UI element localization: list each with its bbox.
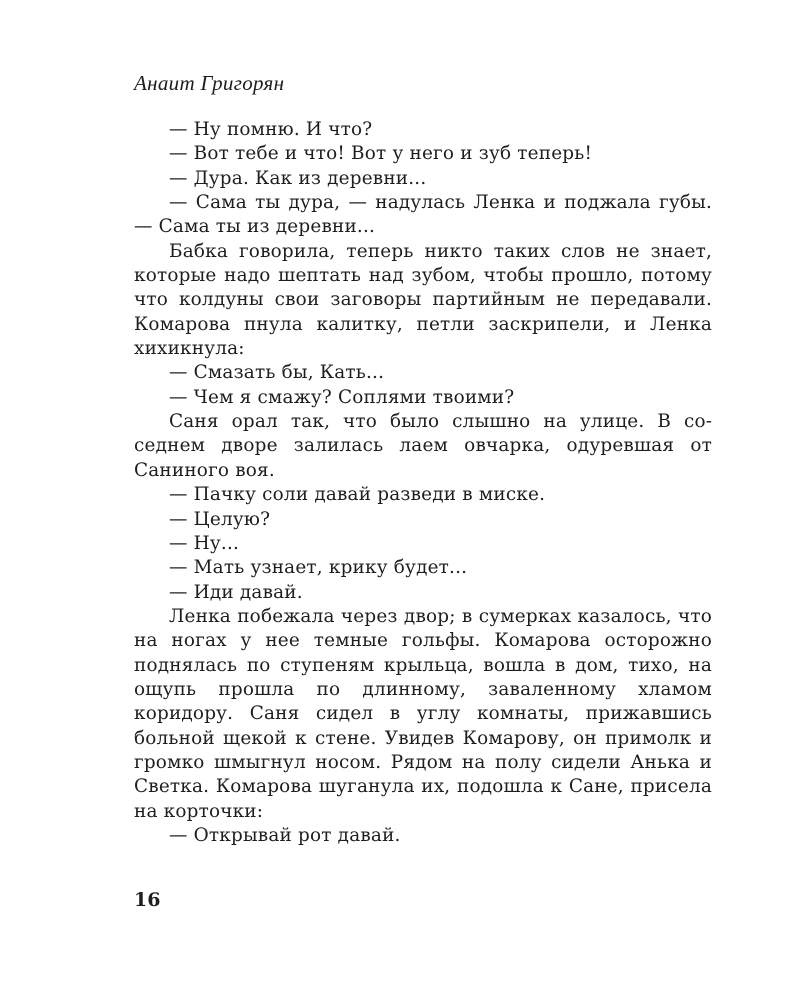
paragraph: — Ну...: [169, 532, 240, 554]
paragraph: — Дура. Как из деревни...: [169, 167, 427, 189]
paragraph: — Целую?: [169, 508, 271, 530]
paragraph: — Мать узнает, крику будет...: [169, 557, 468, 579]
running-head-author: Анаит Григорян: [134, 71, 285, 95]
paragraph: — Ну помню. И что?: [169, 119, 373, 140]
paragraph: Саня орал так, что было слышно на улице. В соседнем дворе залилась лаем овчарка, одуревшая от Саниного воя.: [134, 411, 712, 481]
paragraph: — Сама ты дура, — надулась Ленка и поджала губы. — Сама ты из деревни...: [134, 192, 712, 238]
page-number: 16: [134, 889, 161, 911]
body-text: [134, 118, 712, 848]
paragraph: — Смазать бы, Кать...: [169, 362, 385, 384]
paragraph: — Пачку соли давай разведи в миске.: [169, 484, 546, 506]
paragraph: — Вот тебе и что! Вот у него и зуб теперь!: [169, 143, 593, 165]
paragraph: — Иди давай.: [169, 581, 303, 603]
paragraph: Ленка побежала через двор; в сумерках казалось, что на ногах у нее темные гольфы. Комарова осторожно поднялась по ступеням крыльца, вошла в дом, тихо, на ощупь прошла по длинному, заваленному хламом коридору. Саня сидел в углу комнаты, прижавшись больной щекой к стене. Увидев Комарову, он примолк и громко шмыгнул носом. Рядом на полу сидели Анька и Светка. Комарова шуганула их, подошла к Сане, присела на корточки:: [134, 605, 712, 822]
paragraph: — Открывай рот давай.: [169, 824, 401, 846]
paragraph: — Чем я смажу? Соплями твоими?: [169, 386, 515, 408]
paragraph: Бабка говорила, теперь никто таких слов не знает, которые надо шептать над зубом, чтобы прошло, потому что колдуны свои заговоры партийным не передавали. Комарова пнула калитку, петли заскрипели, и Ленка хихикнула:: [134, 240, 712, 360]
